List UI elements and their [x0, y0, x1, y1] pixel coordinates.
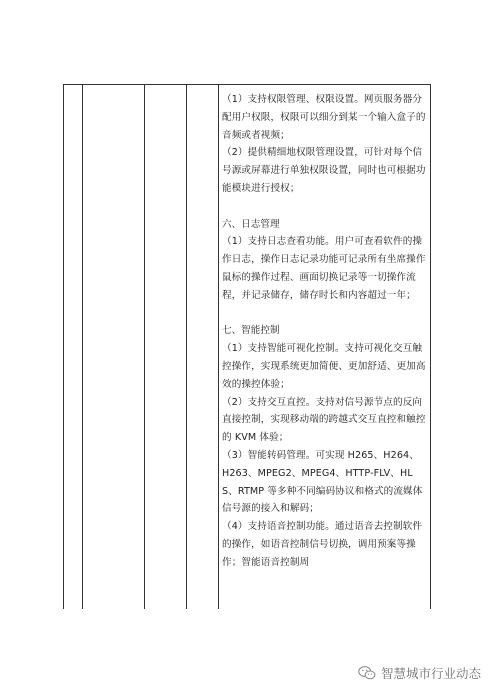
- smart-item-1: （1）支持智能可视化控制。支持可视化交互触控操作，实现系统更加简便、更加舒适、更加高效的操控体验；: [222, 343, 426, 390]
- column-divider: [144, 85, 145, 609]
- log-item-1: （1）支持日志查看功能。用户可查看软件的操作日志，操作日志记录功能可记录所有坐席操作鼠标的操作过程、画面切换记录等一切操作流程，并记录储存，储存时长和内容超过一年；: [222, 236, 426, 301]
- column-divider: [186, 85, 187, 609]
- permission-item-1: （1）支持权限管理、权限设置。网页服务器分配用户权限，权限可以细分到某一个输入盒子的音频或者视频；: [222, 94, 426, 141]
- smart-heading: 七、智能控制: [222, 325, 280, 337]
- column-divider: [82, 85, 83, 609]
- watermark-text: 智慧城市行业动态: [380, 666, 481, 681]
- smart-item-2: （2）支持交互直控。支持对信号源节点的反向直接控制，实现移动端的跨越式交互直控和触控的 KVM 体验；: [222, 396, 426, 444]
- smart-item-4: （4）支持语音控制功能。通过语音去控制软件的操作，如语音控制信号切换，调用预案等操作；智能语音控制周: [222, 521, 423, 568]
- spec-description-cell: [222, 91, 426, 572]
- spec-table: [63, 84, 431, 609]
- wechat-icon: [358, 666, 376, 680]
- watermark: [358, 664, 481, 682]
- smart-item-3: （3）智能转码管理。可实现 H265、H264、H263、MPEG2、MPEG4、HTTP-FLV、HLS、RTMP 等多种不同编码协议和格式的流媒体信号源的接入和解码；: [222, 449, 423, 515]
- permission-item-2: （2）提供精细地权限管理设置，可针对每个信号源或屏幕进行单独权限设置，同时也可根据功能模块进行授权；: [222, 147, 426, 194]
- column-divider: [218, 85, 219, 609]
- log-heading: 六、日志管理: [222, 218, 280, 230]
